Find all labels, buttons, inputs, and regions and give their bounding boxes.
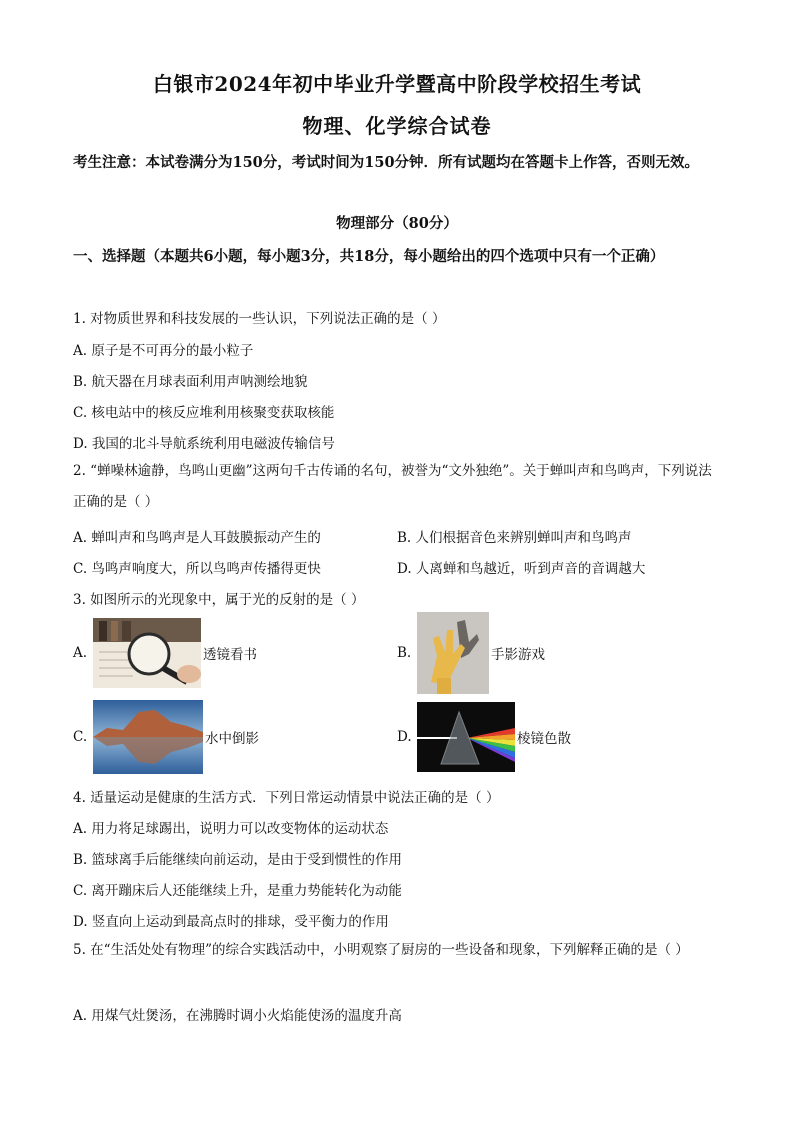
q3-option-a-caption: 透镜看书 [203, 647, 257, 663]
q3-option-c [73, 700, 259, 774]
candidate-notice: 考生注意：本试卷满分为150分，考试时间为150分钟．所有试题均在答题卡上作答，否则无效。 [73, 154, 700, 171]
q3-option-d-caption: 棱镜色散 [517, 731, 571, 747]
exam-subtitle: 物理、化学综合试卷 [302, 114, 492, 138]
prism-dispersion-image [417, 702, 515, 772]
q3-option-b [397, 612, 545, 694]
q1-option-c: C. 核电站中的核反应堆利用核聚变获取核能 [73, 405, 335, 421]
magnifier-book-image [93, 618, 201, 688]
q3-option-a-letter: A. [73, 645, 88, 661]
q3-option-b-caption: 手影游戏 [491, 647, 545, 663]
q4-option-d: D. 竖直向上运动到最高点时的排球，受平衡力的作用 [73, 914, 389, 930]
q5-stem: 5. 在“生活处处有物理”的综合实践活动中，小明观察了厨房的一些设备和现象，下列解释正确的是（ ） [73, 942, 689, 958]
q2-option-c: C. 鸟鸣声响度大，所以鸟鸣声传播得更快 [73, 561, 321, 577]
hand-shadow-image [417, 612, 489, 694]
q4-stem: 4. 适量运动是健康的生活方式．下列日常运动情景中说法正确的是（ ） [73, 790, 500, 806]
q3-option-a [73, 618, 257, 688]
q2-option-a: A. 蝉叫声和鸟鸣声是人耳鼓膜振动产生的 [73, 530, 321, 546]
q3-option-c-letter: C. [73, 729, 88, 745]
q1-option-a: A. 原子是不可再分的最小粒子 [73, 343, 254, 359]
q3-option-d [397, 702, 571, 772]
exam-title: 白银市2024年初中毕业升学暨高中阶段学校招生考试 [152, 72, 642, 96]
q1-option-d: D. 我国的北斗导航系统利用电磁波传输信号 [73, 436, 335, 452]
q3-stem: 3. 如图所示的光现象中，属于光的反射的是（ ） [73, 592, 365, 608]
q2-stem: 2. “蝉噪林逾静，鸟鸣山更幽”这两句千古传诵的名句，被誉为“文外独绝”。关于蝉叫声和鸟鸣声，下列说法正确的是（ ） [73, 463, 712, 510]
water-reflection-image [93, 700, 203, 774]
q1-stem: 1. 对物质世界和科技发展的一些认识，下列说法正确的是（ ） [73, 311, 446, 327]
q3-option-c-caption: 水中倒影 [205, 731, 259, 747]
q2-option-b: B. 人们根据音色来辨别蝉叫声和鸟鸣声 [397, 530, 632, 546]
q1-option-b: B. 航天器在月球表面利用声呐测绘地貌 [73, 374, 308, 390]
q4-option-c: C. 离开蹦床后人还能继续上升，是重力势能转化为动能 [73, 883, 402, 899]
q4-option-b: B. 篮球离手后能继续向前运动，是由于受到惯性的作用 [73, 852, 403, 868]
q4-option-a: A. 用力将足球踢出，说明力可以改变物体的运动状态 [73, 821, 389, 837]
part-title: 物理部分（80分） [336, 215, 458, 232]
q3-option-d-letter: D. [397, 729, 412, 745]
q5-option-a: A. 用煤气灶煲汤，在沸腾时调小火焰能使汤的温度升高 [73, 1008, 402, 1024]
q2-option-d: D. 人离蝉和鸟越近，听到声音的音调越大 [397, 561, 646, 577]
section-title: 一、选择题（本题共6小题，每小题3分，共18分，每小题给出的四个选项中只有一个正确） [73, 248, 665, 265]
q3-option-b-letter: B. [397, 645, 412, 661]
